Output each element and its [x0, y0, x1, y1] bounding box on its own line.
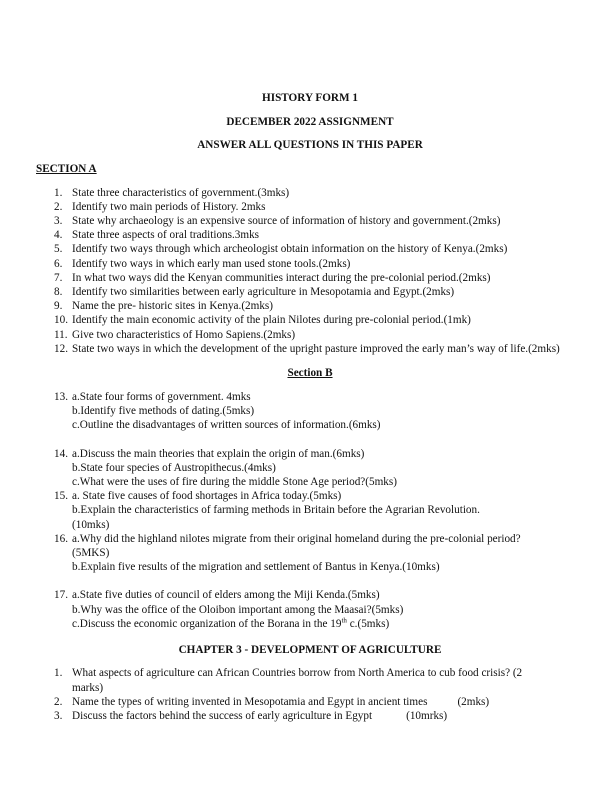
- list-item: [36, 313, 584, 327]
- question-text: State why archaeology is an expensive source of information of history and government.(2mks): [72, 214, 501, 227]
- question-part: b.Identify five methods of dating.(5mks): [72, 405, 255, 418]
- question-text: Name the pre- historic sites in Kenya.(2mks): [72, 300, 274, 313]
- spacer: [36, 433, 584, 447]
- question-part: b.Why was the office of the Oloibon important among the Maasai?(5mks): [72, 603, 404, 616]
- question-text: Name the types of writing invented in Mesopotamia and Egypt in ancient times: [72, 695, 428, 708]
- question-part: a. State five causes of food shortages in Africa today.(5mks): [72, 490, 342, 503]
- question-text: Give two characteristics of Homo Sapiens.(2mks): [72, 328, 296, 341]
- question-part: a.Why did the highland nilotes migrate from their original homeland during the pre-colonial period? (5MKS): [72, 532, 532, 559]
- list-item: [36, 328, 584, 342]
- question-number: 1.: [54, 667, 63, 680]
- question-part: b.State four species of Austropithecus.(4mks): [72, 461, 276, 474]
- question-text: Identify two main periods of History. 2mks: [72, 200, 266, 213]
- list-item: [36, 242, 584, 256]
- section-a-question-list: [36, 186, 584, 356]
- question-text: State two ways in which the development of the upright pasture improved the early man’s way of life.(2mks): [72, 342, 560, 355]
- chapter-question-list: [36, 666, 584, 723]
- question-text: Identify the main economic activity of the plain Nilotes during pre-colonial period.(1mk): [72, 314, 471, 327]
- question-text: In what two ways did the Kenyan communities interact during the pre-colonial period.(2mks): [72, 271, 491, 284]
- question-part: c.Outline the disadvantages of written sources of information.(6mks): [72, 419, 381, 432]
- chapter-heading: CHAPTER 3 - DEVELOPMENT OF AGRICULTURE: [178, 643, 442, 656]
- question-number: 10.: [54, 314, 68, 327]
- question-text: Identify two ways in which early man used stone tools.(2mks): [72, 257, 351, 270]
- question-part: b.Explain the characteristics of farming methods in Britain before the Agrarian Revolution.(10mks): [72, 504, 480, 531]
- list-item: [36, 709, 584, 723]
- question-number: 8.: [54, 285, 63, 298]
- question-part-text: c.(5mks): [346, 617, 390, 630]
- section-a-heading: SECTION A: [36, 162, 97, 175]
- question-text: Discuss the factors behind the success of early agriculture in Egypt: [72, 710, 373, 723]
- document-subtitle: DECEMBER 2022 ASSIGNMENT: [226, 115, 394, 128]
- question-number: 5.: [54, 243, 63, 256]
- question-part: c.What were the uses of fire during the middle Stone Age period?(5mks): [72, 475, 397, 488]
- spacer: [36, 631, 584, 643]
- question-number: 1.: [54, 186, 63, 199]
- list-item: [36, 200, 584, 214]
- question-part: a.State five duties of council of elders among the Miji Kenda.(5mks): [72, 589, 380, 602]
- document-title: HISTORY FORM 1: [262, 92, 358, 104]
- list-item: [36, 390, 584, 433]
- list-item: [36, 447, 584, 490]
- list-item: [36, 342, 584, 356]
- question-number: 3.: [54, 710, 63, 723]
- question-text: State three aspects of oral traditions.3mks: [72, 229, 260, 242]
- instruction-text: ANSWER ALL QUESTIONS IN THIS PAPER: [197, 139, 423, 151]
- question-number: 14.: [54, 447, 68, 460]
- question-text: What aspects of agriculture can African Countries borrow from North America to cub food crisis? (2 marks): [72, 667, 523, 694]
- superscript: th: [341, 616, 347, 625]
- question-part: a.Discuss the main theories that explain the origin of man.(6mks): [72, 447, 365, 460]
- list-item: [36, 271, 584, 285]
- list-item: [36, 285, 584, 299]
- question-text: Identify two ways through which archeologist obtain information on the history of Kenya.(2mks): [72, 243, 508, 256]
- question-text: Identify two similarities between early agriculture in Mesopotamia and Egypt.(2mks): [72, 285, 455, 298]
- question-part: a.State four forms of government. 4mks: [72, 390, 251, 403]
- question-number: 17.: [54, 589, 68, 602]
- list-item: [36, 299, 584, 313]
- question-number: 2.: [54, 200, 63, 213]
- question-number: 13.: [54, 390, 68, 403]
- list-item: [36, 695, 584, 709]
- question-part-text: c.Discuss the economic organization of the Borana in the 19: [72, 617, 342, 630]
- list-item: [36, 228, 584, 242]
- section-b-heading-text: Section B: [287, 366, 333, 379]
- question-number: 6.: [54, 257, 63, 270]
- question-part: b.Explain five results of the migration and settlement of Bantus in Kenya.(10mks): [72, 561, 440, 574]
- question-number: 9.: [54, 300, 63, 313]
- list-item: [36, 588, 584, 631]
- list-item: [36, 489, 584, 532]
- question-number: 4.: [54, 229, 63, 242]
- question-part: [72, 617, 584, 631]
- question-marks: (2mks): [457, 695, 490, 708]
- list-item: [36, 214, 584, 228]
- question-number: 16.: [54, 532, 68, 545]
- question-number: 11.: [54, 328, 68, 341]
- question-number: 15.: [54, 490, 68, 503]
- question-number: 7.: [54, 271, 63, 284]
- list-item: [36, 186, 584, 200]
- question-text: State three characteristics of government.(3mks): [72, 186, 290, 199]
- spacer: [36, 574, 584, 588]
- list-item: [36, 257, 584, 271]
- list-item: [36, 532, 584, 575]
- question-number: 3.: [54, 214, 63, 227]
- list-item: [36, 666, 584, 694]
- question-marks: (10mrks): [406, 710, 448, 723]
- section-b-heading: [36, 366, 584, 380]
- section-b-question-list: [36, 390, 584, 631]
- question-number: 2.: [54, 695, 63, 708]
- question-number: 12.: [54, 342, 68, 355]
